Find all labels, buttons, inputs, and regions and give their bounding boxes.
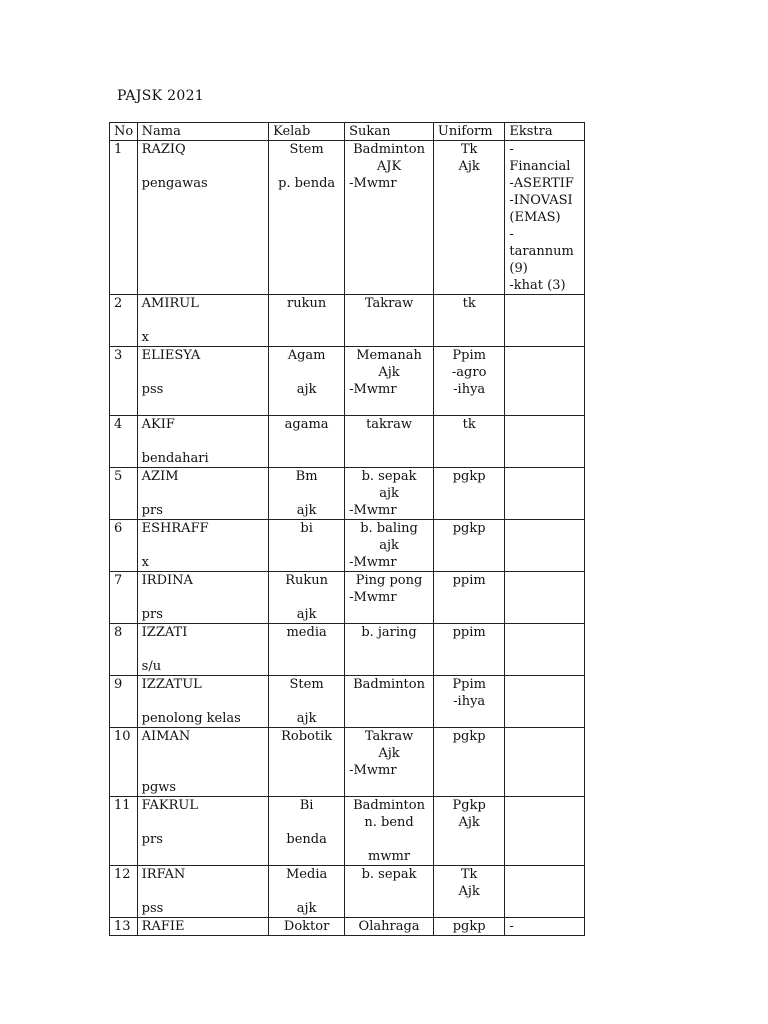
cell-ekstra: [505, 728, 585, 797]
cell-sukan-line: Ping pong: [355, 573, 423, 588]
cell-nama-line: [142, 589, 264, 606]
cell-sukan-line: Badminton: [353, 677, 425, 692]
cell-kelab-line: [273, 589, 340, 606]
cell-sukan-line: n. bend: [364, 815, 414, 830]
cell-sukan-line: mwmr: [368, 849, 411, 864]
cell-no: 13: [110, 918, 138, 936]
cell-kelab-line: Agam: [287, 348, 326, 363]
cell-uniform-line: Ajk: [458, 815, 480, 830]
cell-nama: [137, 918, 268, 936]
cell-no: 6: [110, 520, 138, 572]
table-row: [110, 918, 585, 936]
cell-ekstra-line: -: [509, 919, 514, 934]
cell-nama-line: ELIESYA: [141, 348, 201, 363]
cell-nama: [137, 416, 268, 468]
cell-no: 3: [110, 347, 138, 416]
cell-ekstra: [505, 866, 585, 918]
cell-no: 10: [110, 728, 138, 797]
cell-sukan: [345, 520, 434, 572]
cell-nama-line: prs: [141, 607, 163, 622]
cell-sukan-line: Ajk: [378, 365, 400, 380]
cell-ekstra: [505, 797, 585, 866]
cell-nama-line: prs: [141, 503, 163, 518]
cell-uniform: [433, 347, 504, 416]
cell-uniform-line: -ihya: [453, 694, 486, 709]
cell-no: 7: [110, 572, 138, 624]
header-row: [110, 123, 585, 141]
cell-sukan-line: [349, 831, 429, 848]
cell-uniform-line: -agro: [451, 365, 487, 380]
cell-kelab-line: rukun: [287, 296, 327, 311]
cell-nama-line: penolong kelas: [141, 711, 241, 726]
cell-kelab-line: [273, 364, 340, 381]
cell-uniform: [433, 141, 504, 295]
cell-uniform: [433, 728, 504, 797]
cell-sukan-line: AJK: [376, 159, 402, 174]
cell-uniform-line: Ppim: [452, 348, 486, 363]
cell-sukan-line: Olahraga: [358, 919, 420, 934]
cell-kelab: [269, 295, 345, 347]
cell-sukan: [345, 676, 434, 728]
cell-ekstra: [505, 676, 585, 728]
cell-uniform: [433, 866, 504, 918]
cell-nama-line: pengawas: [141, 176, 208, 191]
cell-sukan-line: b. sepak: [361, 867, 417, 882]
cell-nama-line: pss: [141, 901, 164, 916]
cell-uniform-line: tk: [462, 296, 476, 311]
cell-nama-line: pgws: [141, 780, 177, 795]
cell-no: 11: [110, 797, 138, 866]
cell-sukan-line: Badminton: [353, 798, 425, 813]
cell-nama-line: IZZATUL: [141, 677, 202, 692]
cell-kelab-line: Media: [286, 867, 328, 882]
cell-kelab: [269, 866, 345, 918]
cell-uniform-line: ppim: [452, 573, 486, 588]
cell-ekstra-line: -: [509, 142, 514, 157]
cell-ekstra: [505, 468, 585, 520]
cell-kelab: [269, 797, 345, 866]
table-row: [110, 572, 585, 624]
cell-nama-line: bendahari: [141, 451, 209, 466]
cell-uniform-line: Tk: [460, 142, 478, 157]
cell-uniform-line: Pgkp: [452, 798, 486, 813]
cell-uniform-line: Ajk: [458, 159, 480, 174]
cell-ekstra-line: -INOVASI: [509, 193, 573, 208]
table-row: [110, 416, 585, 468]
cell-sukan-line: Takraw: [364, 729, 414, 744]
cell-nama: [137, 624, 268, 676]
table-row: [110, 468, 585, 520]
cell-no: 12: [110, 866, 138, 918]
cell-uniform-line: pgkp: [452, 919, 486, 934]
cell-kelab: [269, 918, 345, 936]
cell-kelab-line: [273, 814, 340, 831]
cell-uniform-line: pgkp: [452, 469, 486, 484]
cell-uniform: [433, 624, 504, 676]
table-row: [110, 347, 585, 416]
cell-nama-line: [142, 312, 264, 329]
cell-kelab-line: Stem: [289, 142, 324, 157]
cell-sukan: [345, 866, 434, 918]
cell-sukan: [345, 416, 434, 468]
cell-kelab-line: [273, 693, 340, 710]
cell-uniform-line: Ppim: [452, 677, 486, 692]
cell-kelab-line: p. benda: [278, 176, 336, 191]
cell-kelab: [269, 572, 345, 624]
cell-kelab-line: [273, 485, 340, 502]
table-row: [110, 520, 585, 572]
cell-sukan: [345, 918, 434, 936]
cell-kelab-line: ajk: [296, 607, 317, 622]
cell-sukan: [345, 347, 434, 416]
cell-ekstra: [505, 416, 585, 468]
cell-nama: [137, 676, 268, 728]
cell-sukan-line: -Mwmr: [349, 590, 397, 605]
cell-nama: [137, 866, 268, 918]
cell-nama: [137, 520, 268, 572]
cell-kelab: [269, 347, 345, 416]
cell-uniform: [433, 676, 504, 728]
cell-ekstra: [505, 572, 585, 624]
cell-nama-line: IRDINA: [141, 573, 193, 588]
cell-uniform-line: pgkp: [452, 729, 486, 744]
cell-uniform: [433, 797, 504, 866]
document-title: PAJSK 2021: [117, 88, 204, 104]
cell-no: 4: [110, 416, 138, 468]
cell-sukan-line: Badminton: [353, 142, 425, 157]
cell-sukan-line: b. jaring: [361, 625, 417, 640]
cell-kelab-line: [273, 883, 340, 900]
cell-no: 8: [110, 624, 138, 676]
cell-no: 5: [110, 468, 138, 520]
cell-sukan-line: ajk: [379, 486, 399, 501]
cell-kelab: [269, 468, 345, 520]
cell-kelab-line: ajk: [296, 503, 317, 518]
cell-nama-line: FAKRUL: [141, 798, 199, 813]
cell-uniform-line: -ihya: [453, 382, 486, 397]
cell-nama-line: [142, 883, 264, 900]
cell-no: 9: [110, 676, 138, 728]
cell-nama-line: [142, 745, 264, 762]
cell-uniform-line: Ajk: [458, 884, 480, 899]
cell-sukan-line: Takraw: [364, 296, 414, 311]
header-ekstra: Ekstra: [505, 123, 585, 141]
cell-kelab-line: [273, 158, 340, 175]
cell-nama-line: [142, 364, 264, 381]
cell-ekstra: [505, 347, 585, 416]
cell-sukan: [345, 141, 434, 295]
table-row: [110, 295, 585, 347]
cell-nama-line: pss: [141, 382, 164, 397]
table-row: [110, 141, 585, 295]
cell-nama-line: RAFIE: [141, 919, 185, 934]
cell-ekstra-line: Financial: [509, 159, 571, 174]
cell-ekstra-line: -khat (3): [509, 278, 566, 293]
cell-kelab-line: bi: [300, 521, 313, 536]
cell-nama: [137, 295, 268, 347]
cell-uniform: [433, 416, 504, 468]
cell-nama-line: AIMAN: [141, 729, 191, 744]
cell-kelab-line: agama: [284, 417, 329, 432]
cell-sukan-line: b. sepak: [361, 469, 417, 484]
cell-sukan: [345, 295, 434, 347]
cell-sukan-line: Memanah: [356, 348, 422, 363]
header-sukan: Sukan: [345, 123, 434, 141]
header-nama: Nama: [137, 123, 268, 141]
cell-kelab-line: Bi: [299, 798, 314, 813]
cell-kelab-line: Rukun: [285, 573, 329, 588]
cell-kelab-line: ajk: [296, 382, 317, 397]
cell-nama-line: AKIF: [141, 417, 175, 432]
cell-uniform-line: Tk: [460, 867, 478, 882]
cell-ekstra: [505, 624, 585, 676]
pajsk-table: [109, 122, 585, 936]
cell-kelab-line: Doktor: [283, 919, 330, 934]
cell-kelab: [269, 676, 345, 728]
cell-kelab-line: Stem: [289, 677, 324, 692]
cell-nama-line: AMIRUL: [141, 296, 199, 311]
cell-ekstra-line: (9): [509, 261, 528, 276]
cell-nama-line: [142, 537, 264, 554]
cell-sukan: [345, 624, 434, 676]
cell-nama: [137, 572, 268, 624]
cell-kelab-line: ajk: [296, 901, 317, 916]
cell-ekstra-line: -ASERTIF: [509, 176, 574, 191]
cell-nama-line: ESHRAFF: [141, 521, 209, 536]
cell-ekstra: [505, 918, 585, 936]
table-row: [110, 728, 585, 797]
cell-nama-line: x: [141, 555, 149, 570]
cell-sukan-line: -Mwmr: [349, 763, 397, 778]
cell-nama: [137, 347, 268, 416]
header-no: No: [110, 123, 138, 141]
cell-nama-line: prs: [141, 832, 163, 847]
cell-nama-line: [142, 814, 264, 831]
cell-uniform-line: tk: [462, 417, 476, 432]
cell-nama-line: AZIM: [141, 469, 179, 484]
header-uniform: Uniform: [433, 123, 504, 141]
cell-sukan-line: Ajk: [378, 746, 400, 761]
cell-sukan-line: b. baling: [360, 521, 418, 536]
cell-sukan-line: -Mwmr: [349, 176, 397, 191]
table-body: [110, 141, 585, 936]
cell-ekstra: [505, 141, 585, 295]
cell-sukan: [345, 468, 434, 520]
cell-uniform: [433, 572, 504, 624]
cell-kelab: [269, 520, 345, 572]
cell-nama-line: IZZATI: [141, 625, 188, 640]
cell-nama: [137, 728, 268, 797]
cell-no: 2: [110, 295, 138, 347]
cell-nama: [137, 468, 268, 520]
cell-ekstra-line: -: [509, 227, 514, 242]
cell-kelab: [269, 416, 345, 468]
cell-nama-line: RAZIQ: [141, 142, 186, 157]
cell-uniform: [433, 520, 504, 572]
cell-sukan-line: ajk: [379, 538, 399, 553]
cell-ekstra-line: tarannum: [509, 244, 574, 259]
cell-sukan-line: -Mwmr: [349, 503, 397, 518]
cell-uniform: [433, 918, 504, 936]
cell-ekstra-line: (EMAS): [509, 210, 561, 225]
table-row: [110, 676, 585, 728]
cell-kelab: [269, 141, 345, 295]
cell-kelab-line: benda: [286, 832, 327, 847]
cell-sukan: [345, 728, 434, 797]
cell-sukan-line: takraw: [366, 417, 413, 432]
table-row: [110, 866, 585, 918]
cell-sukan-line: -Mwmr: [349, 555, 397, 570]
cell-nama: [137, 797, 268, 866]
table-row: [110, 624, 585, 676]
cell-nama-line: [142, 485, 264, 502]
cell-nama-line: x: [141, 330, 149, 345]
cell-nama: [137, 141, 268, 295]
cell-kelab-line: Robotik: [281, 729, 333, 744]
cell-nama-line: [142, 762, 264, 779]
cell-uniform: [433, 295, 504, 347]
cell-kelab: [269, 624, 345, 676]
cell-kelab: [269, 728, 345, 797]
cell-kelab-line: ajk: [296, 711, 317, 726]
cell-nama-line: IRFAN: [141, 867, 186, 882]
cell-sukan-line: -Mwmr: [349, 382, 397, 397]
header-kelab: Kelab: [269, 123, 345, 141]
cell-kelab-line: media: [286, 625, 327, 640]
cell-uniform-line: ppim: [452, 625, 486, 640]
table-row: [110, 797, 585, 866]
cell-nama-line: [142, 158, 264, 175]
cell-kelab-line: Bm: [295, 469, 318, 484]
cell-nama-line: [142, 693, 264, 710]
cell-sukan: [345, 797, 434, 866]
cell-nama-line: [142, 433, 264, 450]
cell-ekstra: [505, 520, 585, 572]
cell-nama-line: s/u: [141, 659, 162, 674]
cell-ekstra: [505, 295, 585, 347]
cell-nama-line: [142, 641, 264, 658]
cell-uniform-line: pgkp: [452, 521, 486, 536]
cell-no: 1: [110, 141, 138, 295]
cell-sukan: [345, 572, 434, 624]
cell-uniform: [433, 468, 504, 520]
